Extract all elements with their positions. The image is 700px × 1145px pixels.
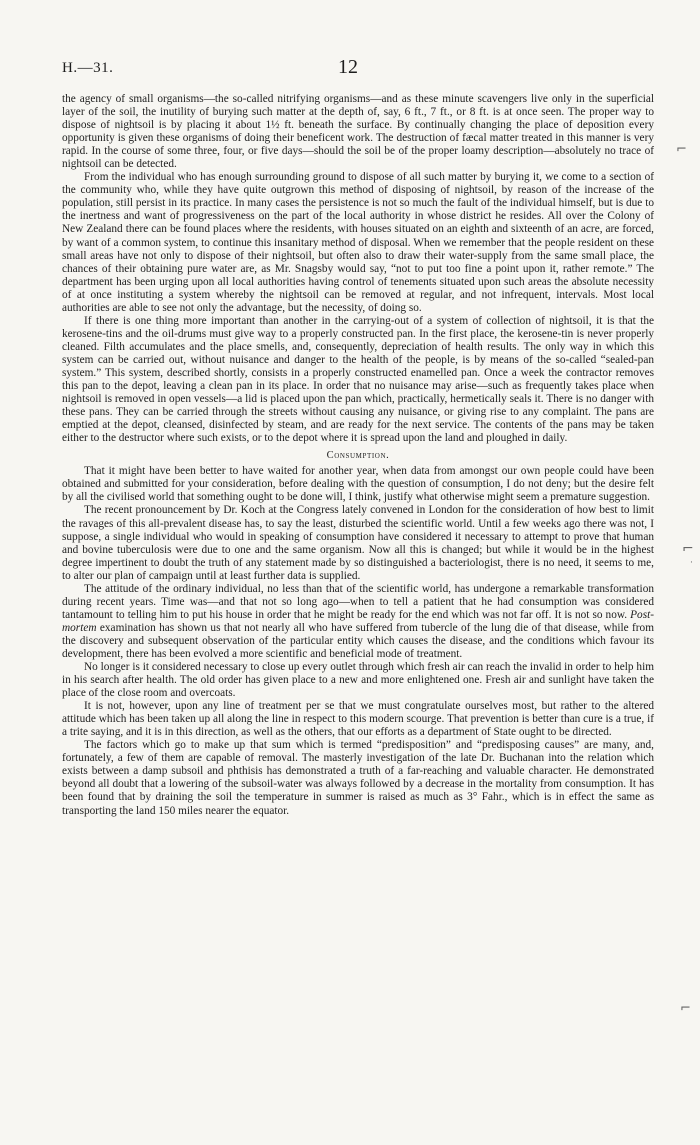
page-header bbox=[62, 52, 654, 82]
post-mortem-term: Post-mortem bbox=[62, 608, 654, 634]
paragraph-sealed-pan-system: If there is one thing more important than another in the carrying-out of a system of collection of nightsoil, it is that the kerosene-tins and the oil-drums must give way to a properly constructed pan. In the first place, the kerosene-tin is never properly cleaned. Filth accumulates and the place smells, and, consequently, depreciation of health results. The only way in which this system can be carried out, without nuisance and danger to the health of the people, is by means of the so-called “sealed-pan system.” This system, described shortly, consists in a properly constructed enamelled pan. Once a week the contractor removes this pan to the depot, leaving a clean pan in its place. In order that no nuisance may arise—such as frequently takes place when nightsoil is removed in open vessels—a lid is placed upon the pan which, practically, hermetically seals it. There is no danger with these pans. They can be carried through the streets without causing any nuisance, or giving rise to any complaint. The pans are emptied at the depot, cleansed, disinfected by steam, and are ready for the next service. The contents of the pans may be taken either to the destructor where such exists, or to the depot where it is spread upon the land and ploughed in daily. bbox=[62, 314, 654, 445]
paragraph-attitude bbox=[62, 583, 654, 661]
margin-tick-mark-icon: ⌐ bbox=[676, 142, 687, 157]
margin-tick-mark-icon: ⌐ bbox=[680, 1001, 691, 1016]
attitude-text-part-2: examination has shown us that not nearly all who have suffered from tubercle of the lung die of that disease, while from the discovery and subsequent observation of the particular entity which causes the disease, and the conditions which favour its development, there has been evolved a more scientific and beneficial mode of treatment. bbox=[62, 621, 654, 660]
section-heading-consumption: Consumption. bbox=[326, 450, 390, 462]
paragraph-waiting-for-data: That it might have been better to have waited for another year, when data from amongst our own people could have been obtained and submitted for your consideration, before dealing with the question of consumption, I do not deny; but the desire felt by all the civilised world that something ought to be done will, I think, justify what otherwise might seem a premature suggestion. bbox=[62, 465, 654, 504]
attitude-text-part-1: The attitude of the ordinary individual, no less than that of the scientific world, has undergone a remarkable transformation during recent years. Time was—and that not so long ago—when to tell a patient that he had consumption was considered tantamount to telling him to put his house in order that he might be ready for the end which was not far off. It is not so now. bbox=[62, 582, 654, 621]
paragraph-individual-burying: From the individual who has enough surrounding ground to dispose of all such matter by burying it, we come to a section of the community who, while they have quite outgrown this method of disposing of nightsoil, by reason of the increase of the population, still persist in its practice. In many cases the persistence is not so much the fault of the individual himself, but is due to the inertness and want of progressiveness on the part of the local authority in whose district he resides. All over the Colony of New Zealand there can be found places where the residents, with houses situated on an eighth and sixteenth of an acre, are forced, by want of a common system, to continue this insanitary method of disposal. When we remember that the people resident on these small areas have not only to dispose of their nightsoil, but often also to draw their water-supply from the same small place, the chances of their obtaining pure water are, as Mr. Snagsby would say, “not to put too fine a point upon it, rather remote.” The department has been urging upon all local authorities having control of tenements situated upon such areas the absolute necessity of at once instituting a system whereby the nightsoil can be removed at regular, and not infrequent, intervals. Most local authorities are able to see not only the advantage, but the necessity, of doing so. bbox=[62, 171, 654, 314]
paragraph-nitrifying-organisms: the agency of small organisms—the so-called nitrifying organisms—and as these minute scavengers live only in the superficial layer of the soil, the inutility of burying such matter at the depth of, say, 6 ft., 7 ft., or 8 ft. is at once seen. The proper way to dispose of nightsoil is by placing it about 1½ ft. beneath the surface. By continually changing the place of deposition every opportunity is given these organisms of doing their beneficent work. The destruction of fæcal matter treated in this manner is very rapid. In the course of some three, four, or five days—should the soil be of the proper loamy description—absolutely no trace of nightsoil can be detected. bbox=[62, 93, 654, 171]
paragraph-dr-koch: The recent pronouncement by Dr. Koch at the Congress lately convened in London for the consideration of how best to limit the ravages of this all-prevalent disease has, to say the least, disturbed the scientific world. Until a few weeks ago there was not, I suppose, a single individual who would in speaking of consumption have considered it necessary to attempt to prove that human and bovine tuberculosis were due to one and the same organism. Now all this is changed; but while it would be in the highest degree impertinent to doubt the truth of any statement made by so distinguished a bacteriologist, there is no need, it seems to me, to alter our plan of campaign until at least further data is supplied. bbox=[62, 504, 654, 582]
paragraph-prevention: It is not, however, upon any line of treatment per se that we must congratulate ourselves most, but rather to the altered attitude which has been taken up all along the line in respect to this modern scourge. That prevention is better than cure is a true, if a trite saying, and it is in this direction, as well as the others, that our efforts as a department of State ought to be directed. bbox=[62, 700, 654, 739]
margin-dot-mark-icon: · bbox=[690, 558, 693, 568]
document-body bbox=[62, 93, 654, 818]
page-number: 12 bbox=[338, 56, 358, 78]
paragraph-predisposition: The factors which go to make up that sum which is termed “predisposition” and “predisposing causes” are many, and, fortunately, a few of them are capable of removal. The masterly investigation of the late Dr. Buchanan into the relation which exists between a damp subsoil and phthisis has demonstrated a truth of a far-reaching and valuable character. He demonstrated beyond all doubt that a lowering of the subsoil-water was always followed by a decrease in the mortality from consumption. It has been found that by draining the soil the temperature in summer is raised as much as 3° Fahr., which is in effect the same as transporting the land 150 miles nearer the equator. bbox=[62, 739, 654, 817]
margin-tick-mark-icon: ⌐ bbox=[682, 541, 694, 557]
report-reference: H.—31. bbox=[62, 60, 114, 76]
paragraph-fresh-air: No longer is it considered necessary to close up every outlet through which fresh air can reach the invalid in order to help him in his search after health. The old order has given place to a new and more enlightened one. Fresh air and sunlight have taken the place of the close room and overcoats. bbox=[62, 661, 654, 700]
